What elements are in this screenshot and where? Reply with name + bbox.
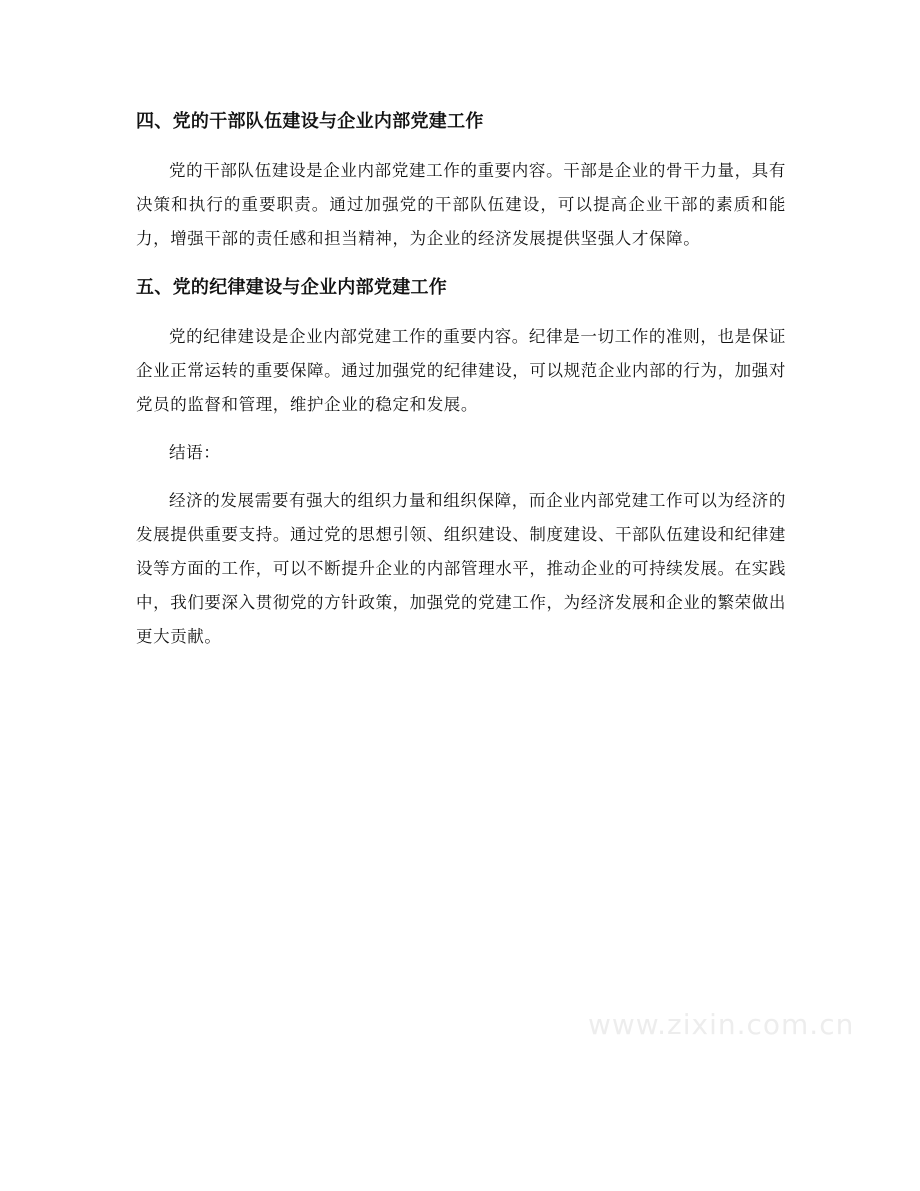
section-5-paragraph: 党的纪律建设是企业内部党建工作的重要内容。纪律是一切工作的准则，也是保证企业正常运转的重要保障。通过加强党的纪律建设，可以规范企业内部的行为，加强对党员的监督和管理，维护企业的稳定和发展。 (136, 327, 786, 414)
section-5-heading: 五、党的纪律建设与企业内部党建工作 (136, 277, 448, 298)
section-4-paragraph: 党的干部队伍建设是企业内部党建工作的重要内容。干部是企业的骨干力量，具有决策和执行的重要职责。通过加强党的干部队伍建设，可以提高企业干部的素质和能力，增强干部的责任感和担当精神，为企业的经济发展提供坚强人才保障。 (136, 161, 786, 248)
conclusion-paragraph: 经济的发展需要有强大的组织力量和组织保障，而企业内部党建工作可以为经济的发展提供重要支持。通过党的思想引领、组织建设、制度建设、干部队伍建设和纪律建设等方面的工作，可以不断提升企业的内部管理水平，推动企业的可持续发展。在实践中，我们要深入贯彻党的方针政策，加强党的党建工作，为经济发展和企业的繁荣做出更大贡献。 (136, 491, 786, 646)
section-4-heading: 四、党的干部队伍建设与企业内部党建工作 (136, 111, 484, 132)
document-body (136, 104, 786, 668)
conclusion-label: 结语： (169, 443, 221, 462)
watermark: www.zixin.com.cn (588, 1008, 855, 1041)
